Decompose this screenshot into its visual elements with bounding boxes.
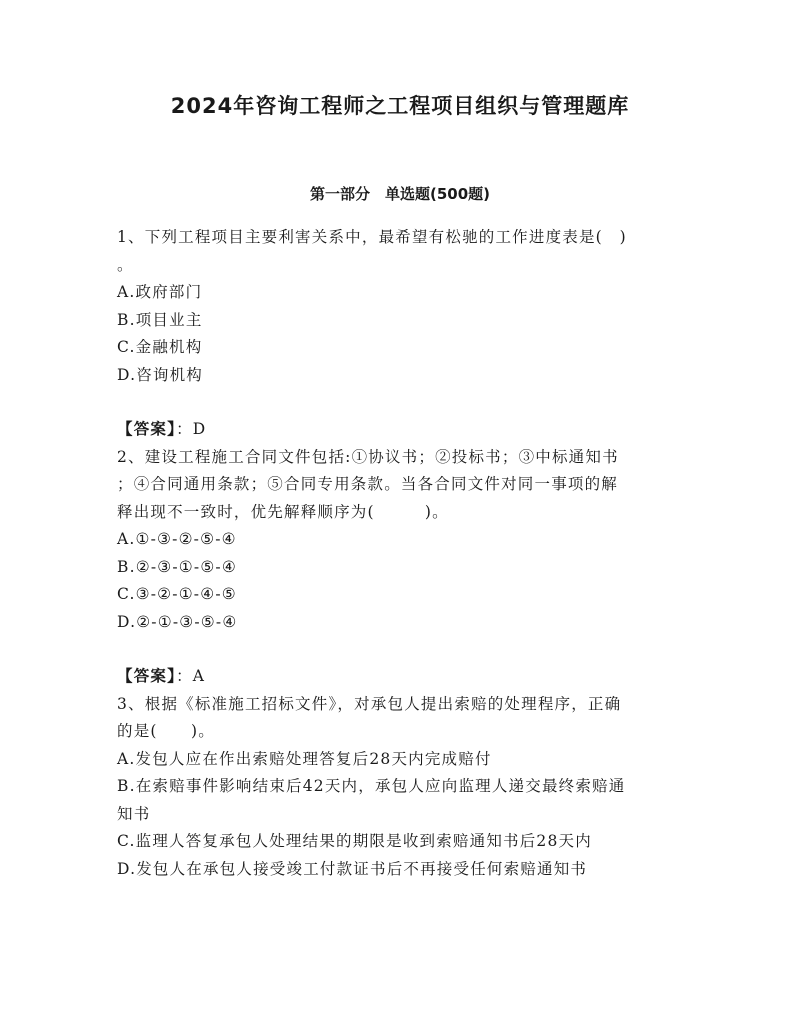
question-stem-line: 的是( )。: [117, 722, 215, 740]
option-d: D.咨询机构: [117, 365, 204, 384]
question-2: [117, 444, 687, 691]
answer-line: [117, 663, 687, 691]
question-stem-line: 释出现不一致时，优先解释顺序为( )。: [117, 502, 449, 521]
question-3: [117, 691, 687, 884]
option-b-continued: 知书: [117, 804, 151, 823]
question-stem-line: 3、根据《标准施工招标文件》，对承包人提出索赔的处理程序，正确: [117, 694, 622, 713]
option-c: C.③-②-①-④-⑤: [117, 585, 237, 603]
question-stem-line: ；④合同通用条款；⑤合同专用条款。当各合同文件对同一事项的解: [117, 475, 619, 493]
option-a: A.政府部门: [117, 283, 203, 301]
answer-value: ：D: [176, 420, 207, 438]
option-c: C.金融机构: [117, 338, 203, 356]
option-b: B.项目业主: [117, 310, 203, 329]
option-a: A.发包人应在作出索赔处理答复后28天内完成赔付: [117, 749, 492, 768]
answer-line: [117, 416, 687, 444]
answer-label: 【答案】: [117, 667, 177, 685]
option-b: B.②-③-①-⑤-④: [117, 557, 237, 576]
question-stem-line: 2、建设工程施工合同文件包括:①协议书；②投标书；③中标通知书: [117, 447, 619, 466]
option-b: B.在索赔事件影响结束后42天内，承包人应向监理人递交最终索赔通: [117, 777, 626, 795]
option-d: D.②-①-③-⑤-④: [117, 612, 238, 631]
option-d: D.发包人在承包人接受竣工付款证书后不再接受任何索赔通知书: [117, 859, 588, 878]
question-stem-line: 1、下列工程项目主要利害关系中，最希望有松驰的工作进度表是( ): [117, 228, 627, 246]
option-c: C.监理人答复承包人处理结果的期限是收到索赔通知书后28天内: [117, 832, 592, 850]
question-1: [117, 224, 687, 444]
question-stem-line: 。: [117, 255, 134, 274]
answer-value: ：A: [176, 667, 206, 685]
section-heading: 第一部分 单选题(500题): [309, 185, 491, 203]
document-title: 2024年咨询工程师之工程项目组织与管理题库: [170, 94, 630, 118]
answer-label: 【答案】: [117, 420, 177, 438]
option-a: A.①-③-②-⑤-④: [117, 530, 237, 548]
question-list: [117, 224, 687, 883]
